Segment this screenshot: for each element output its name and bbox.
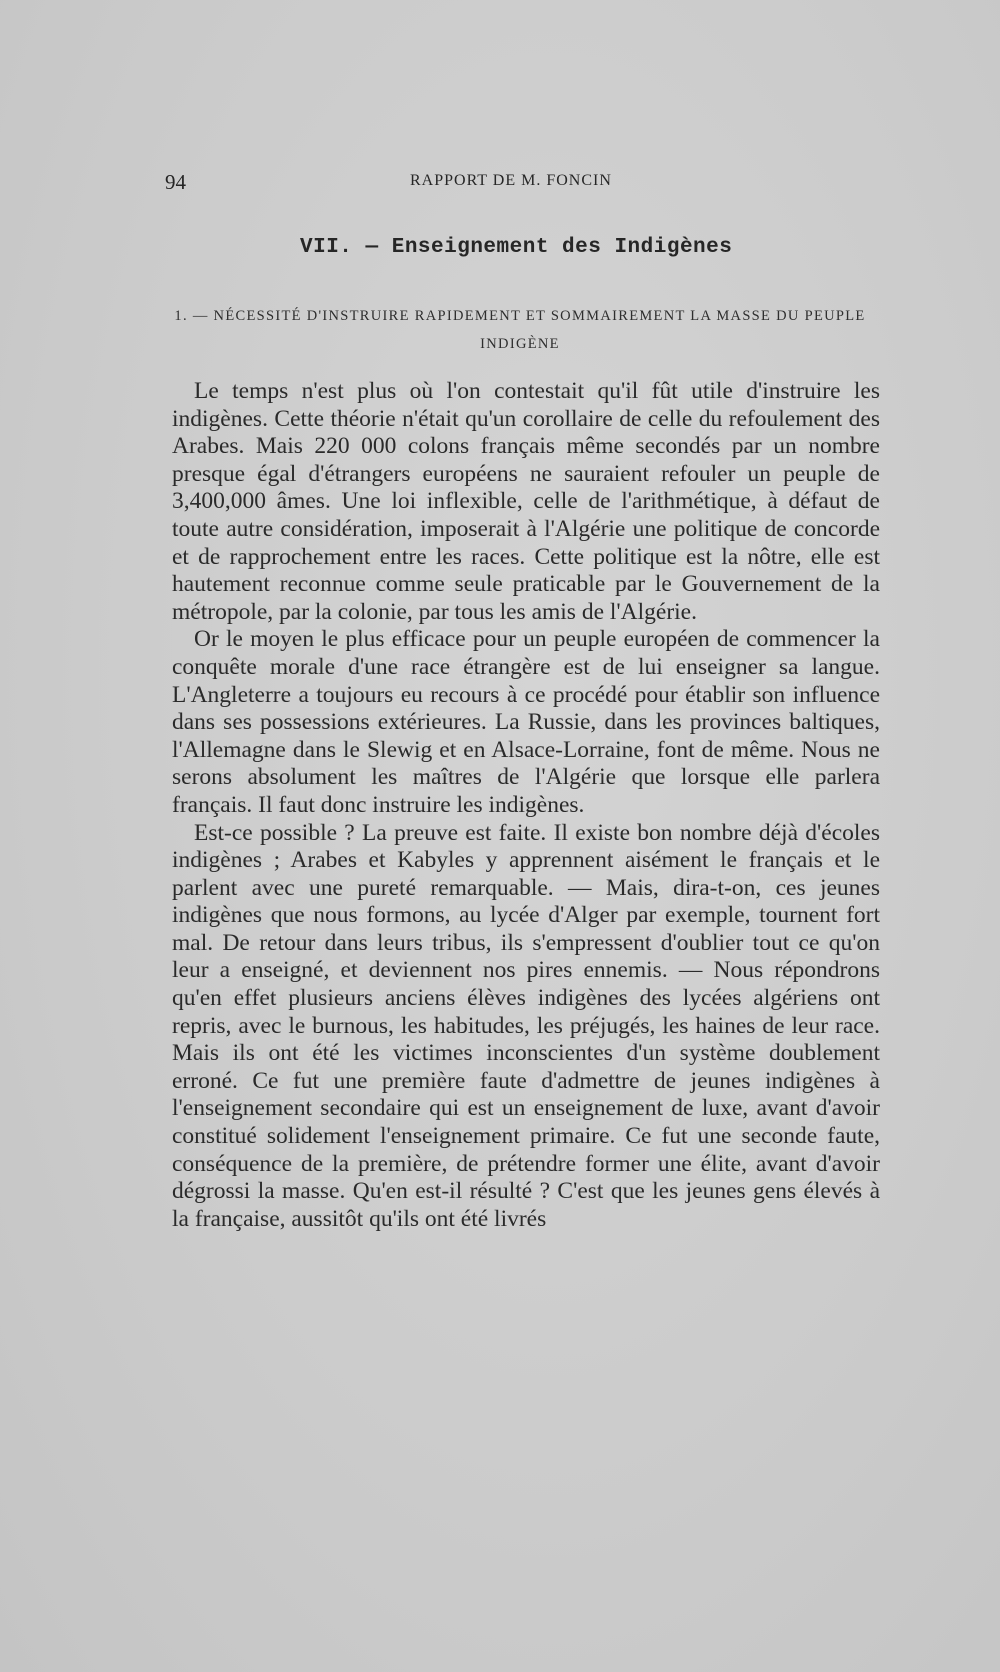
paragraph-2: Or le moyen le plus efficace pour un peuple européen de commencer la conquête morale d'une race étrangère est de lui enseigner sa langue. L'Angleterre a toujours eu recours à ce procédé pour établir son influence dans ses possessions extérieures. La Russie, dans les provinces baltiques, l'Allemagne dans le Slewig et en Alsace-Lorraine, font de même. Nous ne serons absolument les maîtres de l'Algérie que lorsque elle parlera français. Il faut donc instruire les indigènes. [172,626,880,818]
paragraph-3: Est-ce possible ? La preuve est faite. Il existe bon nombre déjà d'écoles indigènes ; Arabes et Kabyles y apprennent aisément le français et le parlent avec une pureté remarquable. — Mais, dira-t-on, ces jeunes indigènes que nous formons, au lycée d'Alger par exemple, tournent fort mal. De retour dans leurs tribus, ils s'empressent d'oublier tout ce qu'on leur a enseigné, et deviennent nos pires ennemis. — Nous répondrons qu'en effet plusieurs anciens élèves indigènes des lycées algériens ont repris, avec le burnous, les habitudes, les préjugés, les haines de leur race. Mais ils ont été les victimes inconscientes d'un système doublement erroné. Ce fut une première faute d'admettre de jeunes indigènes à l'enseignement secondaire qui est un enseignement de luxe, avant d'avoir constitué solidement l'enseignement primaire. Ce fut une seconde faute, conséquence de la première, de prétendre former une élite, avant d'avoir dégrossi la masse. Qu'en est-il résulté ? C'est que les jeunes gens élevés à la française, aussitôt qu'ils ont été livrés [172,819,880,1232]
section-title: VII. — Enseignement des Indigènes [300,236,733,259]
page-number: 94 [165,170,186,194]
running-head [165,170,865,198]
subsection-heading: 1. — NÉCESSITÉ D'INSTRUIRE RAPIDEMENT ET SOMMAIREMENT LA MASSE DU PEUPLE INDIGÈNE [174,308,866,352]
body-text [172,378,880,1233]
paragraph-1: Le temps n'est plus où l'on contestait qu'il fût utile d'instruire les indigènes. Cette théorie n'était qu'un corollaire de celle du refoulement des Arabes. Mais 220 000 colons français même secondés par un nombre presque égal d'étrangers européens ne sauraient refouler un peuple de 3,400,000 âmes. Une loi inflexible, celle de l'arithmétique, à défaut de toute autre considération, imposerait à l'Algérie une politique de concorde et de rapprochement entre les races. Cette politique est la nôtre, elle est hautement reconnue comme seule praticable par le Gouvernement de la métropole, par la colonie, par tous les amis de l'Algérie. [172,378,880,625]
running-title: RAPPORT DE M. FONCIN [410,172,612,189]
